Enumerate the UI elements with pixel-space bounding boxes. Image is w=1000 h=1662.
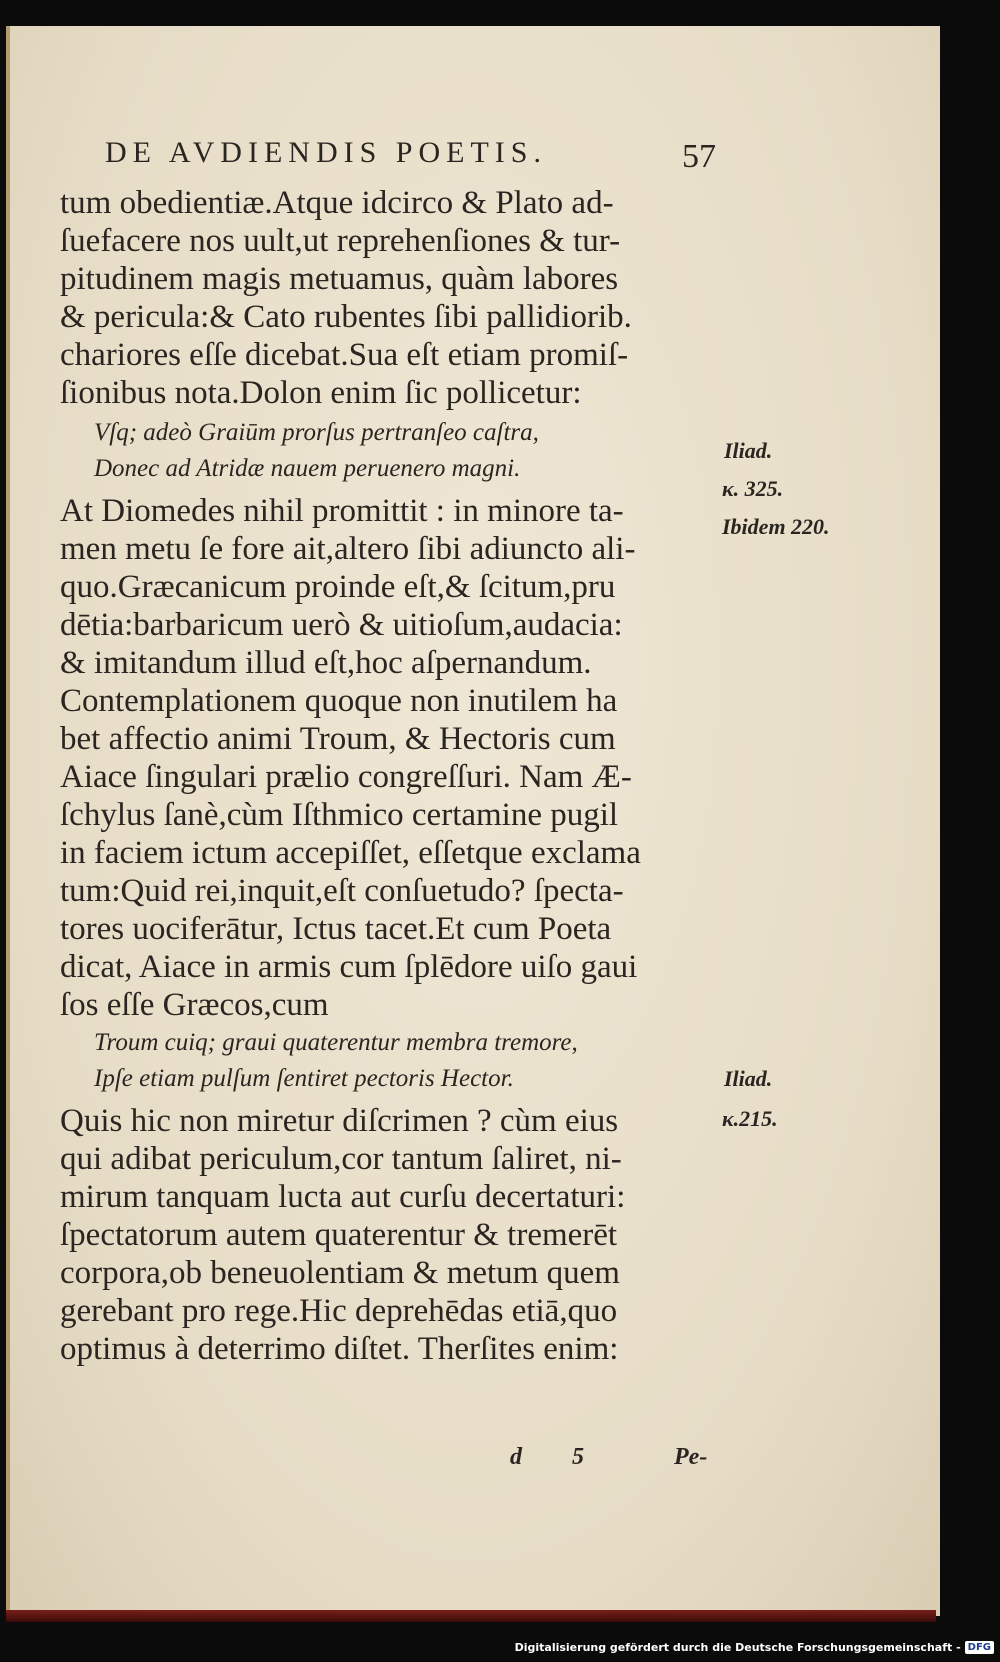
text-line: in faciem ictum accepiſſet, eſſetque exclama xyxy=(60,835,641,871)
margin-note: Ibidem 220. xyxy=(722,514,830,539)
dfg-logo: DFG xyxy=(965,1641,994,1654)
text-line: ſpectatorum autem quaterentur & tremerēt xyxy=(60,1217,618,1253)
page-edge xyxy=(6,1610,936,1622)
text-line: tum:Quid rei,inquit,eſt conſuetudo? ſpecta- xyxy=(60,873,624,909)
verse-line: Ipſe etiam pulſum ſentiret pectoris Hector. xyxy=(94,1065,514,1092)
text-line: bet affectio animi Troum, & Hectoris cum xyxy=(60,721,616,757)
text-line: ſionibus nota.Dolon enim ſic pollicetur: xyxy=(60,375,582,411)
text-line: At Diomedes nihil promittit : in minore ta- xyxy=(60,493,624,529)
text-line: & pericula:& Cato rubentes ſibi pallidiorib. xyxy=(60,299,632,335)
text-line: corpora,ob beneuolentiam & metum quem xyxy=(60,1255,620,1291)
text-line: gerebant pro rege.Hic deprehēdas etiā,quo xyxy=(60,1293,618,1329)
margin-note: κ. 325. xyxy=(722,476,784,501)
text-line: quo.Græcanicum proinde eſt,& ſcitum,pru xyxy=(60,569,616,605)
footer-credit-text: Digitalisierung gefördert durch die Deutsche Forschungsgemeinschaft - xyxy=(514,1640,961,1654)
verse-line: Vſq; adeò Graiūm prorſus pertranſeo caſtra, xyxy=(94,419,539,446)
text-line: tores uociferātur, Ictus tacet.Et cum Poeta xyxy=(60,911,612,947)
margin-note: Iliad. xyxy=(724,1066,773,1091)
running-head: DE AVDIENDIS POETIS. xyxy=(105,136,547,169)
text-line: Aiace ſingulari prælio congreſſuri. Nam Æ- xyxy=(60,759,632,795)
book-page xyxy=(6,26,940,1616)
text-line: tum obedientiæ.Atque idcirco & Plato ad- xyxy=(60,185,614,221)
footer-credit xyxy=(515,1638,994,1656)
text-line: Contemplationem quoque non inutilem ha xyxy=(60,683,618,719)
text-line: men metu ſe fore ait,altero ſibi adiuncto ali- xyxy=(60,531,636,567)
margin-note: Iliad. xyxy=(724,438,773,463)
text-line: ſchylus ſanè,cùm Iſthmico certamine pugil xyxy=(60,797,619,833)
text-line: chariores eſſe dicebat.Sua eſt etiam promiſ- xyxy=(60,337,629,373)
text-line: mirum tanquam lucta aut curſu decertaturi: xyxy=(60,1179,626,1215)
text-line: & imitandum illud eſt,hoc aſpernandum. xyxy=(60,645,592,681)
text-line: Quis hic non miretur diſcrimen ? cùm eius xyxy=(60,1103,619,1139)
text-line: dicat, Aiace in armis cum ſplēdore uiſo gaui xyxy=(60,949,638,985)
verse-line: Donec ad Atridæ nauem peruenero magni. xyxy=(94,455,521,482)
text-line: dētia:barbaricum uerò & uitioſum,audacia: xyxy=(60,607,623,643)
signature-mark: d 5 xyxy=(510,1444,606,1470)
catchword: Pe- xyxy=(674,1444,708,1470)
page-number: 57 xyxy=(682,138,716,175)
verse-line: Troum cuiq; graui quaterentur membra tremore, xyxy=(94,1029,578,1056)
margin-note: κ.215. xyxy=(722,1106,778,1131)
text-line: ſuefacere nos uult,ut reprehenſiones & tur- xyxy=(60,223,621,259)
text-line: qui adibat periculum,cor tantum ſaliret, ni- xyxy=(60,1141,622,1177)
text-line: pitudinem magis metuamus, quàm labores xyxy=(60,261,619,297)
text-line: optimus à deterrimo diſtet. Therſites enim: xyxy=(60,1331,619,1367)
text-line: ſos eſſe Græcos,cum xyxy=(60,987,329,1023)
